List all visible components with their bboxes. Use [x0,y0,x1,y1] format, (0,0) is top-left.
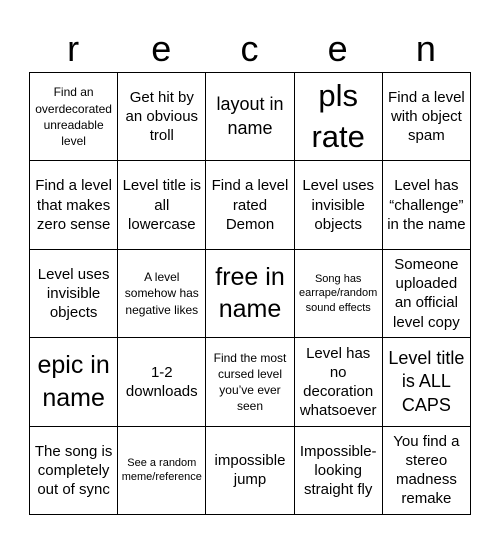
bingo-cell-label: epic in name [37,351,110,412]
bingo-cell[interactable] [30,427,118,515]
bingo-cell-label: Impossible-looking straight fly [299,442,377,498]
bingo-cell-label: Level has “challenge” in the name [387,177,466,233]
bingo-cell-label: layout in name [216,94,284,138]
bingo-cell[interactable] [295,250,383,338]
bingo-cell[interactable] [30,250,118,338]
bingo-cell[interactable] [383,73,471,161]
bingo-cell[interactable] [30,161,118,249]
bingo-cell[interactable] [118,73,206,161]
header-letter: r [67,28,80,69]
bingo-cell-label: Level title is ALL CAPS [388,347,465,415]
bingo-cell-label: Find a level that makes zero sense [35,177,112,233]
bingo-cell-label: Find the most cursed level you’ve ever seen [213,350,287,414]
bingo-cell[interactable] [206,73,294,161]
bingo-cell-label: Level uses invisible objects [302,177,375,233]
bingo-cell[interactable] [118,427,206,515]
bingo-cell[interactable] [295,427,383,515]
bingo-cell-label: Level uses invisible objects [37,265,110,322]
header-letter: e [327,28,348,69]
bingo-cell[interactable] [206,161,294,249]
bingo-cell[interactable] [118,250,206,338]
bingo-cell-label: Find a level rated Demon [211,177,289,233]
bingo-cell[interactable] [206,427,294,515]
header-letter: e [151,28,172,69]
bingo-cell[interactable] [206,338,294,426]
bingo-cell-label: You find a stereo madness remake [393,432,460,508]
bingo-cell-label: See a random meme/reference [121,457,202,484]
bingo-cell-label: Find a level with object spam [388,88,465,145]
bingo-cell[interactable] [383,250,471,338]
bingo-cell[interactable] [295,73,383,161]
bingo-cell[interactable] [383,427,471,515]
header-letter: n [415,28,436,69]
bingo-cell-label: Song has earrape/random sound effects [299,273,378,314]
bingo-cell-label: Someone uploaded an official level copy [393,256,460,331]
bingo-cell[interactable] [118,338,206,426]
bingo-cell[interactable] [295,161,383,249]
bingo-cell-label: Level has no decoration whatsoever [299,344,377,420]
bingo-header [29,26,470,72]
bingo-cell-label: Get hit by an obvious troll [125,88,199,145]
bingo-cell-label: impossible jump [214,452,286,489]
bingo-cell[interactable] [206,250,294,338]
bingo-cell-label: Find an overdecorated unreadable level [35,85,112,148]
bingo-cell[interactable] [30,73,118,161]
bingo-cell-label: Level title is all lowercase [122,177,201,233]
bingo-cell-label: pls rate [311,78,365,154]
header-letter: c [240,28,259,69]
bingo-cell[interactable] [383,338,471,426]
bingo-cell[interactable] [30,338,118,426]
bingo-cell-label: The song is completely out of sync [34,442,113,498]
bingo-cell[interactable] [295,338,383,426]
bingo-board [29,72,471,515]
bingo-cell-label: 1-2 downloads [125,363,198,400]
bingo-cell[interactable] [118,161,206,249]
bingo-cell[interactable] [383,161,471,249]
bingo-cell-label: free in name [215,262,285,324]
bingo-cell-label: A level somehow has negative likes [124,270,199,317]
